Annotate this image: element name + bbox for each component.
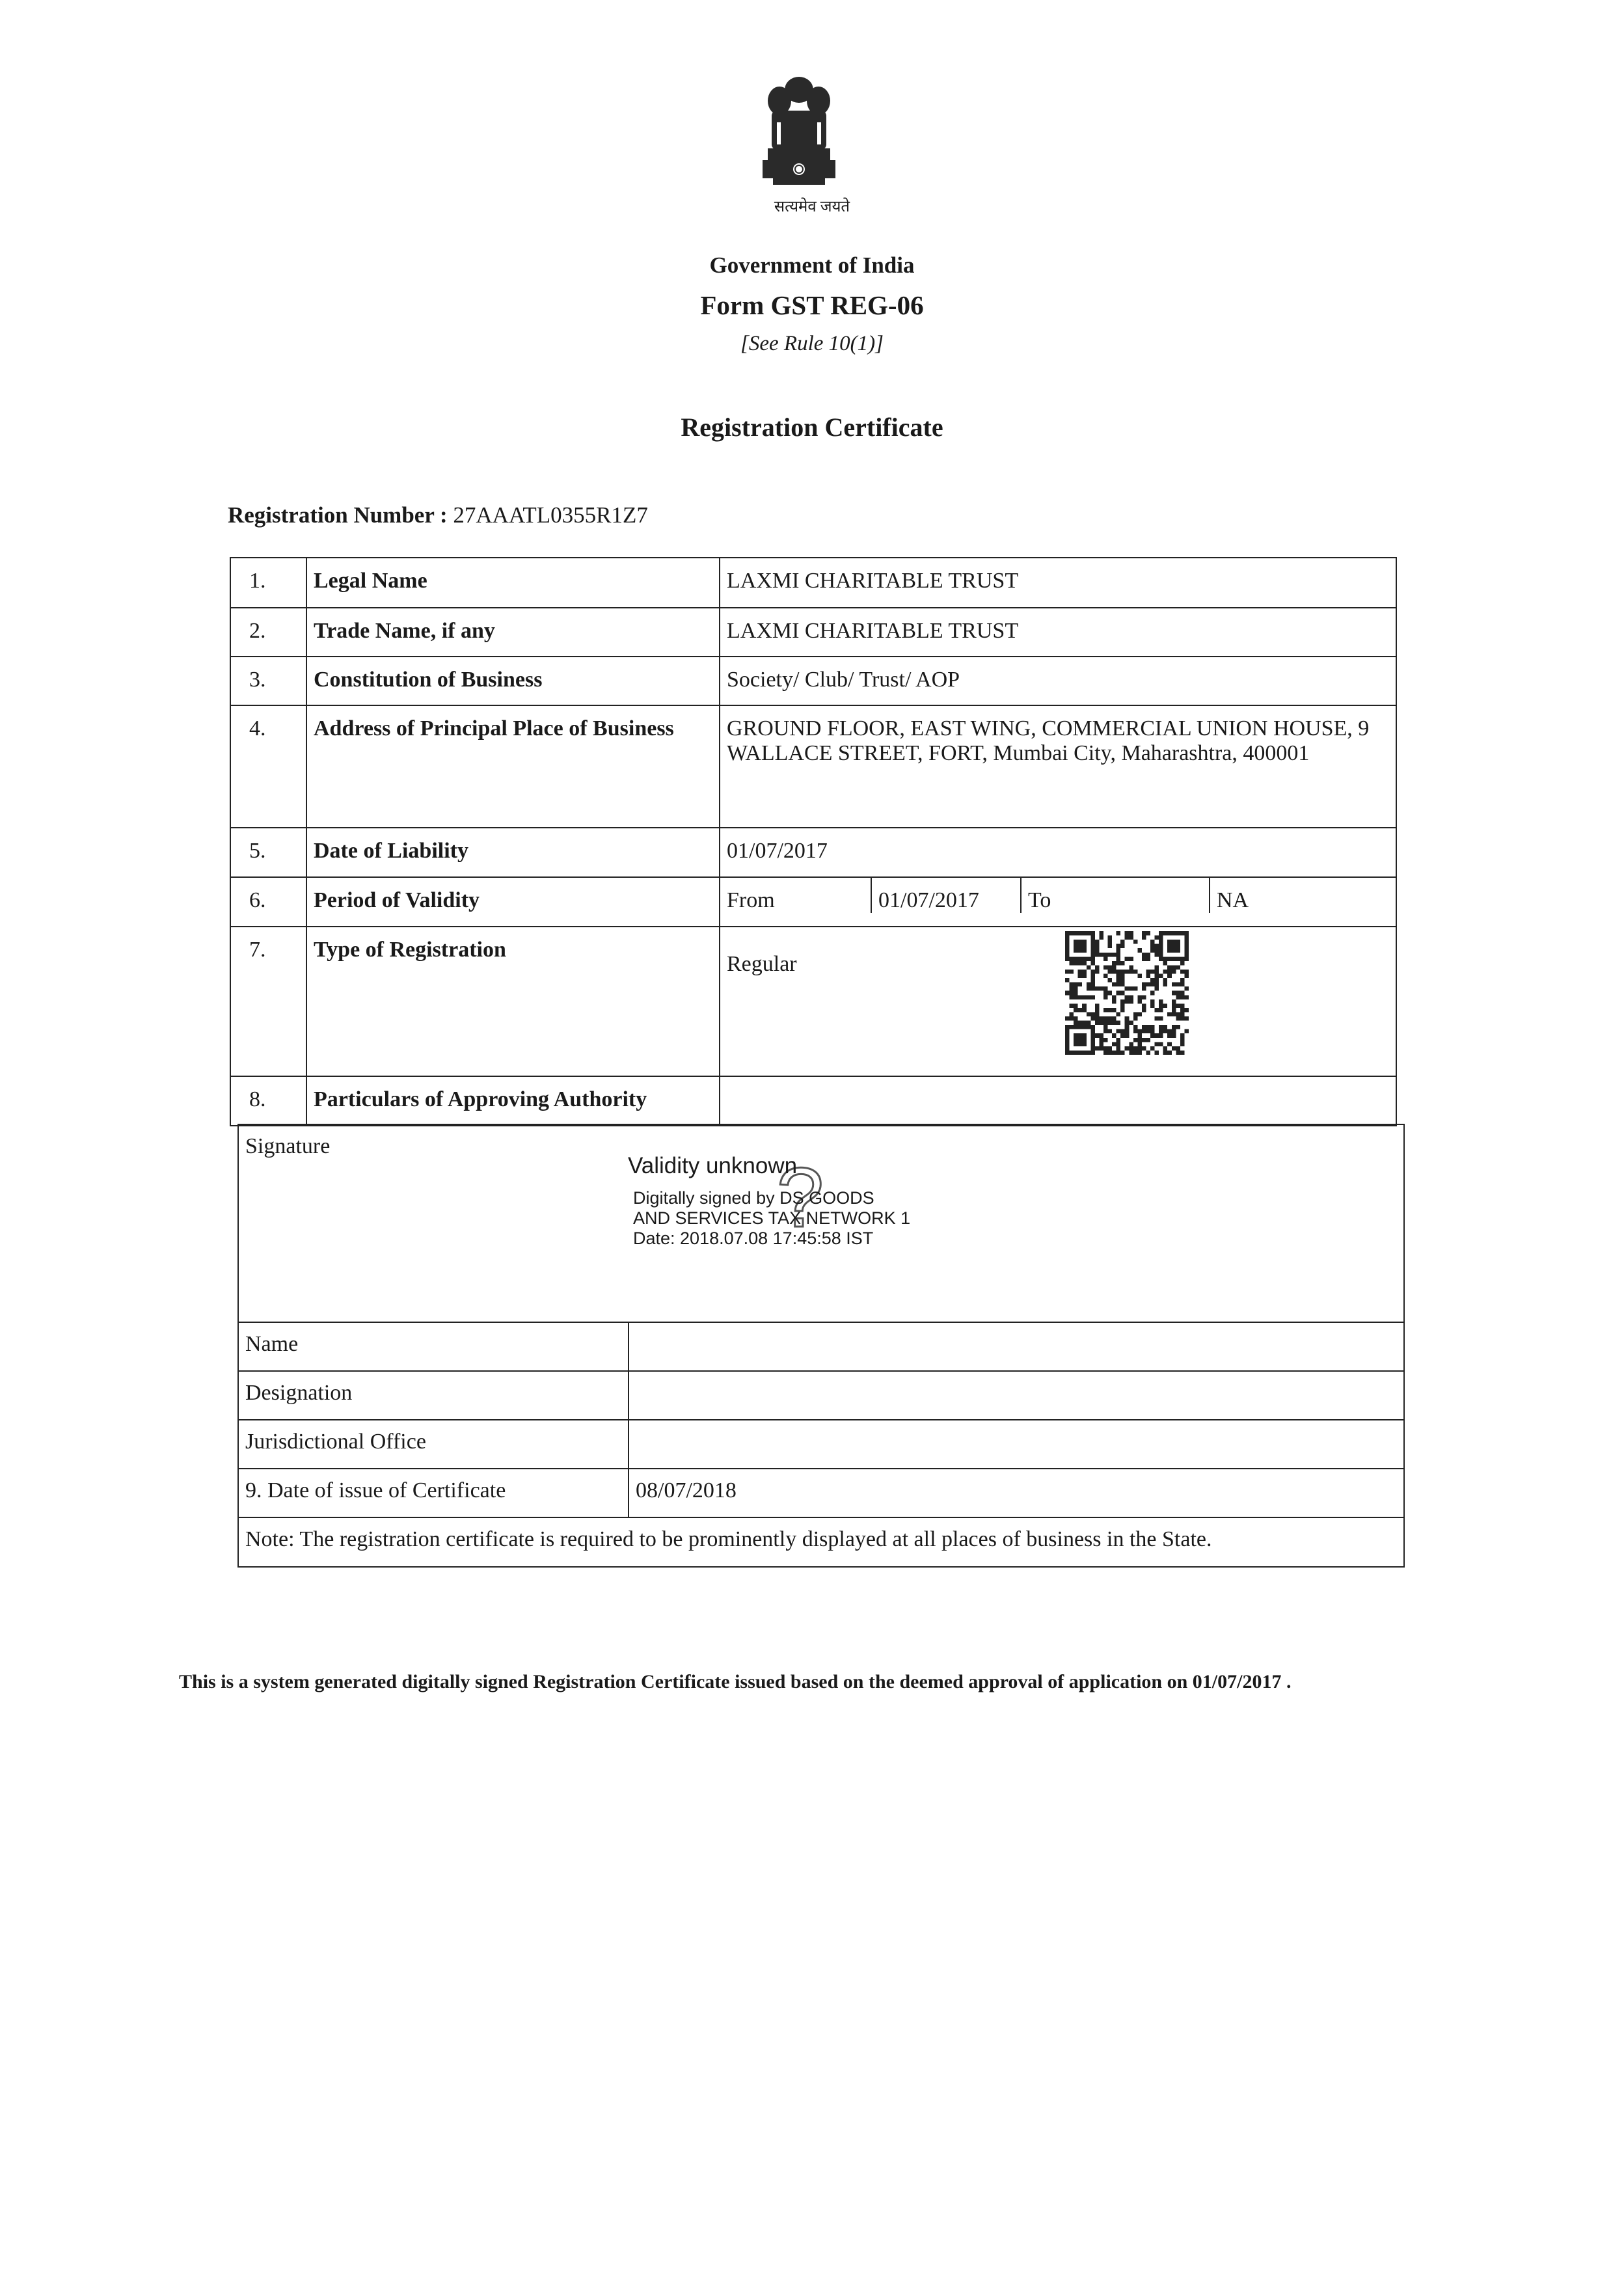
row-number: 6.	[230, 877, 306, 927]
type-of-registration-cell	[720, 927, 1396, 1076]
qr-code-icon	[1065, 931, 1189, 1055]
table-row	[238, 1517, 1404, 1567]
validity-to-label: To	[1021, 878, 1210, 913]
form-title: Form GST REG-06	[700, 290, 924, 320]
digital-signature-line: AND SERVICES TAX NETWORK 1	[633, 1208, 911, 1228]
government-heading: Government of India	[709, 252, 915, 278]
emblem-motto: सत्यमेव जयते	[774, 198, 850, 215]
type-of-registration-label: Type of Registration	[306, 927, 720, 1076]
row-number: 1.	[230, 558, 306, 608]
display-note: Note: The registration certificate is required to be prominently displayed at all places of business in the State.	[238, 1517, 1404, 1567]
address-value: GROUND FLOOR, EAST WING, COMMERCIAL UNION HOUSE, 9 WALLACE STREET, FORT, Mumbai City, Maharashtra, 400001	[720, 705, 1396, 828]
name-label: Name	[238, 1322, 629, 1371]
approving-authority-label: Particulars of Approving Authority	[306, 1076, 720, 1126]
signature-validity: Validity unknown	[628, 1153, 798, 1178]
issue-date-value: 08/07/2018	[629, 1469, 1404, 1517]
row-number: 7.	[230, 927, 306, 1076]
validity-from-value: 01/07/2017	[871, 878, 1021, 913]
footer-note: This is a system generated digitally signed Registration Certificate issued based on the deemed approval of application on 01/07/2017 .	[179, 1671, 1292, 1692]
period-of-validity-label: Period of Validity	[306, 877, 720, 927]
table-row	[230, 1076, 1396, 1126]
validity-subtable	[720, 878, 1397, 913]
details-table	[230, 557, 1397, 1126]
registration-number-line	[228, 502, 648, 528]
table-row	[230, 927, 1396, 1076]
digital-signature-line: Digitally signed by DS GOODS	[633, 1188, 874, 1208]
designation-value	[629, 1371, 1404, 1420]
legal-name-value: LAXMI CHARITABLE TRUST	[720, 558, 1396, 608]
digital-signature-details	[633, 1188, 910, 1249]
table-row	[230, 877, 1396, 927]
signature-label: Signature	[238, 1124, 1404, 1322]
certificate-title: Registration Certificate	[681, 413, 943, 442]
row-number: 5.	[230, 828, 306, 877]
address-label: Address of Principal Place of Business	[306, 705, 720, 828]
jurisdictional-office-value	[629, 1420, 1404, 1469]
type-of-registration-value: Regular	[727, 952, 797, 976]
constitution-value: Society/ Club/ Trust/ AOP	[720, 657, 1396, 705]
trade-name-value: LAXMI CHARITABLE TRUST	[720, 608, 1396, 657]
table-row	[230, 705, 1396, 828]
constitution-label: Constitution of Business	[306, 657, 720, 705]
approving-authority-value	[720, 1076, 1396, 1126]
table-row	[238, 1469, 1404, 1517]
issue-date-label: 9. Date of issue of Certificate	[238, 1469, 629, 1517]
row-number: 8.	[230, 1076, 306, 1126]
trade-name-label: Trade Name, if any	[306, 608, 720, 657]
rule-reference: [See Rule 10(1)]	[740, 332, 884, 355]
registration-number-label: Registration Number :	[228, 502, 448, 528]
date-of-liability-label: Date of Liability	[306, 828, 720, 877]
row-number: 3.	[230, 657, 306, 705]
date-of-liability-value: 01/07/2017	[720, 828, 1396, 877]
designation-label: Designation	[238, 1371, 629, 1420]
name-value	[629, 1322, 1404, 1371]
table-row	[230, 828, 1396, 877]
table-row	[230, 657, 1396, 705]
svg-text:?: ?	[776, 1155, 824, 1240]
table-row	[238, 1322, 1404, 1371]
period-of-validity-cell	[720, 877, 1396, 927]
table-row	[238, 1371, 1404, 1420]
registration-number-value: 27AAATL0355R1Z7	[453, 502, 648, 528]
table-row	[230, 608, 1396, 657]
digital-signature-date: Date: 2018.07.08 17:45:58 IST	[633, 1229, 874, 1248]
validity-to-value: NA	[1210, 878, 1397, 913]
jurisdictional-office-label: Jurisdictional Office	[238, 1420, 629, 1469]
row-number: 4.	[230, 705, 306, 828]
table-row	[238, 1420, 1404, 1469]
row-number: 2.	[230, 608, 306, 657]
legal-name-label: Legal Name	[306, 558, 720, 608]
table-row	[230, 558, 1396, 608]
validity-from-label: From	[727, 888, 775, 912]
